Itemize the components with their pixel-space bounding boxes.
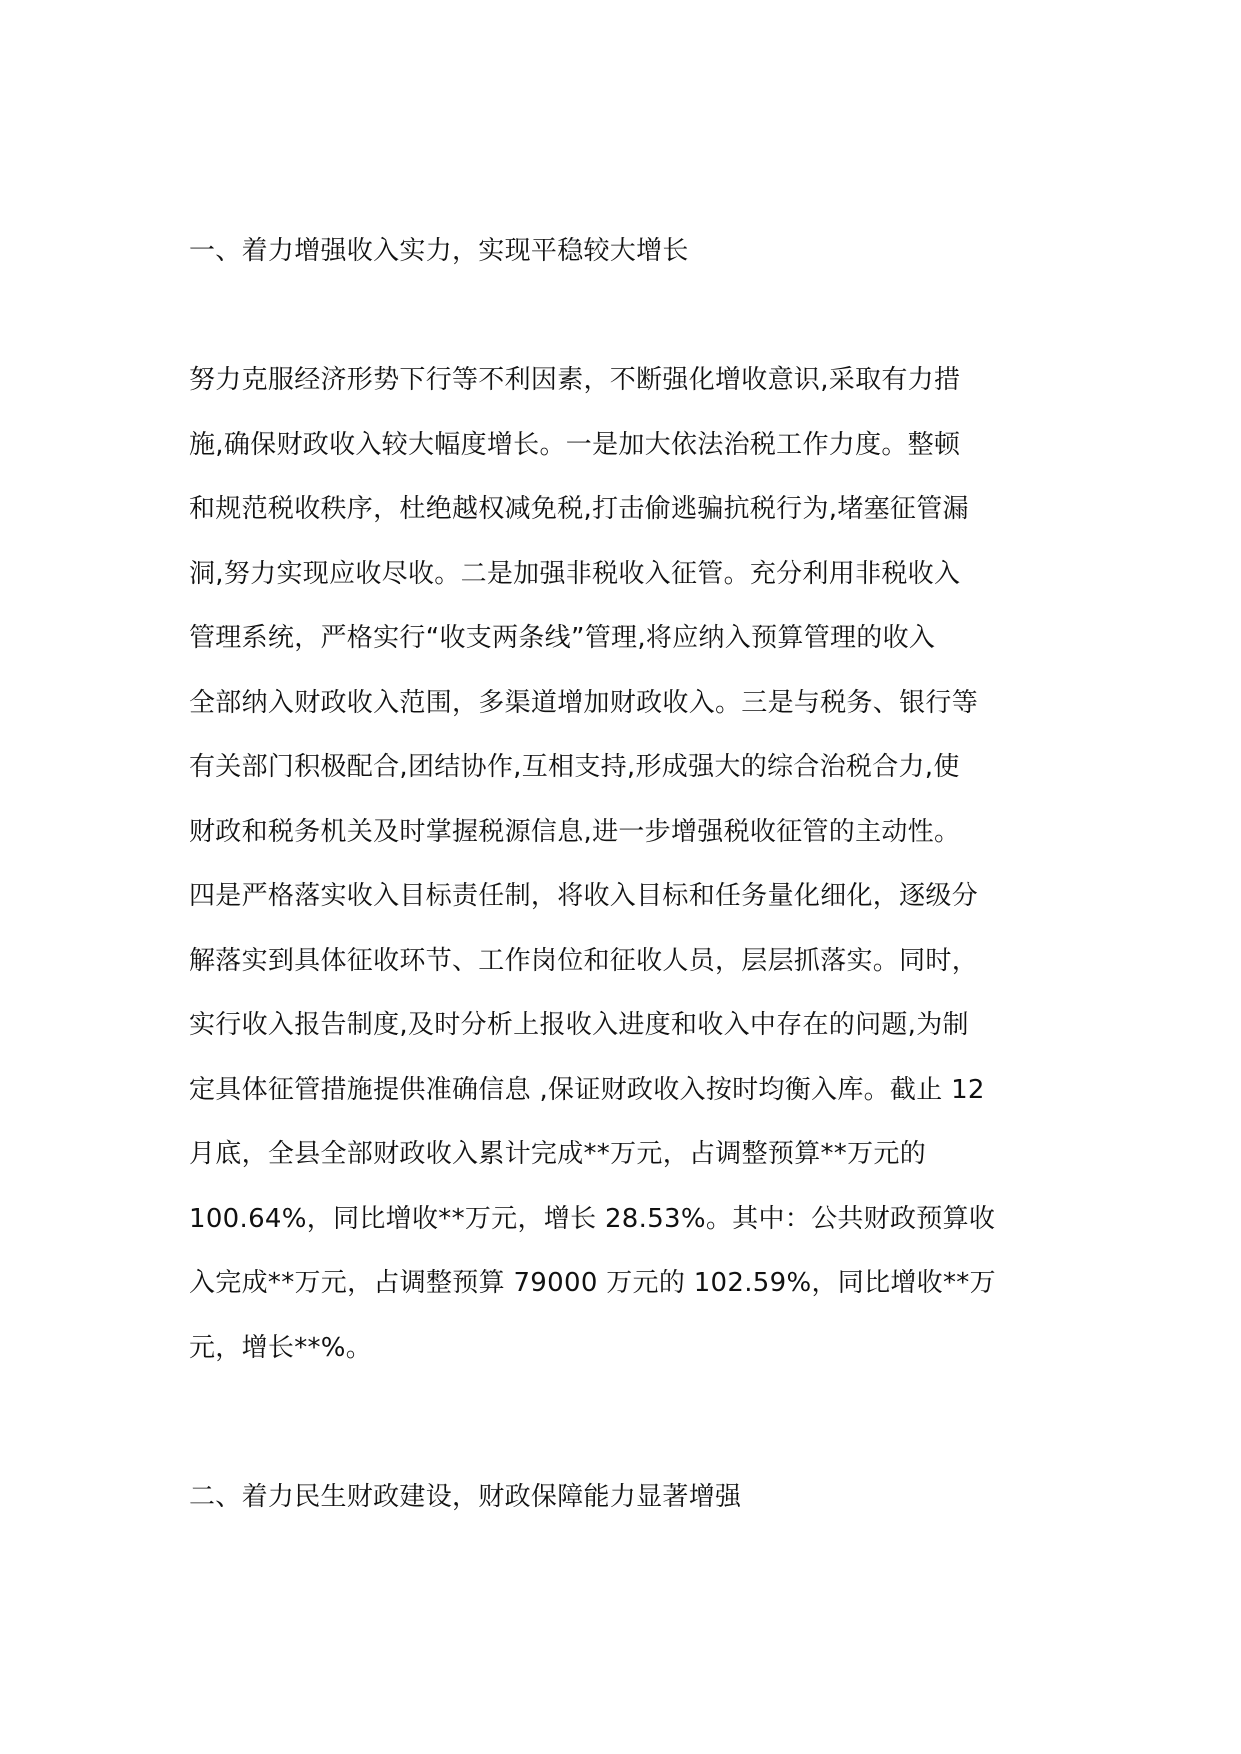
paragraph-line: 解落实到具体征收环节、工作岗位和征收人员，层层抓落实。同时，	[189, 945, 979, 976]
paragraph-line: 有关部门积极配合,团结协作,互相支持,形成强大的综合治税合力,使	[189, 752, 960, 782]
paragraph-line: 努力克服经济形势下行等不利因素，不断强化增收意识,采取有力措	[189, 365, 961, 395]
paragraph-line: 入完成**万元，占调整预算 79000 万元的 102.59%，同比增收**万	[189, 1268, 996, 1298]
paragraph-line: 洞,努力实现应收尽收。二是加强非税收入征管。充分利用非税收入	[189, 558, 961, 589]
paragraph-line: 100.64%，同比增收**万元，增长 28.53%。其中：公共财政预算收	[189, 1203, 996, 1234]
paragraph-line: 和规范税收秩序，杜绝越权减免税,打击偷逃骗抗税行为,堵塞征管漏	[189, 494, 969, 524]
paragraph-line: 月底，全县全部财政收入累计完成**万元，占调整预算**万元的	[189, 1139, 927, 1169]
paragraph-line: 四是严格落实收入目标责任制，将收入目标和任务量化细化，逐级分	[189, 881, 979, 911]
paragraph-line: 管理系统，严格实行“收支两条线”管理,将应纳入预算管理的收入	[189, 623, 936, 653]
section-heading-1: 一、着力增强收入实力，实现平稳较大增长	[189, 236, 689, 266]
paragraph-line: 定具体征管措施提供准确信息 ,保证财政收入按时均衡入库。截止 12	[189, 1074, 985, 1105]
paragraph-line: 施,确保财政收入较大幅度增长。一是加大依法治税工作力度。整顿	[189, 429, 961, 460]
section-1-paragraph	[189, 363, 1089, 1395]
paragraph-line: 元，增长**%。	[189, 1332, 373, 1363]
paragraph-line: 实行收入报告制度,及时分析上报收入进度和收入中存在的问题,为制	[189, 1010, 969, 1040]
paragraph-line: 财政和税务机关及时掌握税源信息,进一步增强税收征管的主动性。	[189, 816, 961, 847]
section-heading-2: 二、着力民生财政建设，财政保障能力显著增强	[189, 1482, 742, 1512]
paragraph-line: 全部纳入财政收入范围，多渠道增加财政收入。三是与税务、银行等	[189, 687, 979, 718]
